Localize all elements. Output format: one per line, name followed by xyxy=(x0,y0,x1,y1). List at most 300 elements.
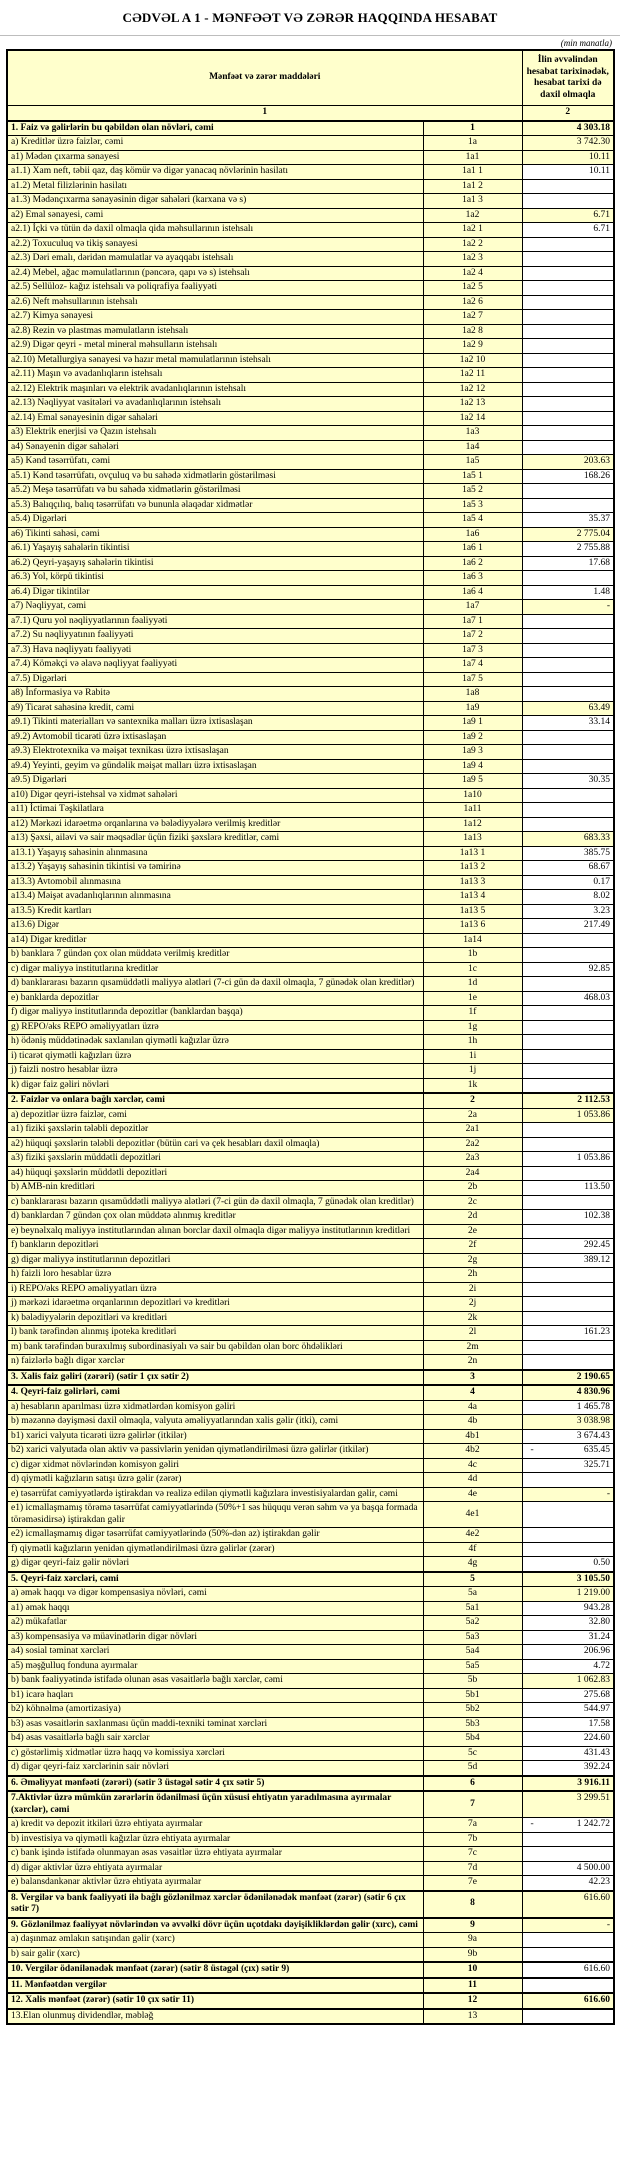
row-label: a2.12) Elektrik maşınları və elektrik avadanlıqlarının istehsalı xyxy=(7,382,423,397)
row-code: 1a9 2 xyxy=(423,730,522,745)
row-code: 1a2 14 xyxy=(423,411,522,426)
row-value: 4 303.18 xyxy=(522,121,614,136)
row-label: a13.4) Məişət avadanlıqlarının alınmasına xyxy=(7,890,423,905)
row-label: a1.1) Xam neft, təbii qaz, daş kömür və digər yanacaq növlərinin hasilatı xyxy=(7,165,423,180)
row-label: g) digər qeyri-faiz gəlir növləri xyxy=(7,1557,423,1572)
row-value xyxy=(522,643,614,658)
row-value xyxy=(522,353,614,368)
row-value: 2 112.53 xyxy=(522,1093,614,1108)
row-value: 168.26 xyxy=(522,469,614,484)
row-label: a1.2) Metal filizlərinin hasilatı xyxy=(7,179,423,194)
row-code: 9a xyxy=(423,1933,522,1948)
row-value: 8.02 xyxy=(522,890,614,905)
row-code: 10 xyxy=(423,1962,522,1978)
row-label: a7.3) Hava nəqliyyatı fəaliyyəti xyxy=(7,643,423,658)
row-label: a6.2) Qeyri-yaşayış sahələrin tikintisi xyxy=(7,556,423,571)
row-code: 4b2 xyxy=(423,1444,522,1459)
table-header xyxy=(7,50,614,121)
row-code: 1a6 4 xyxy=(423,585,522,600)
row-code: 4b1 xyxy=(423,1429,522,1444)
row-label: 7.Aktivlər üzrə mümkün zərərlərin ödənilməsi üçün xüsusi ehtiyatın yaradılmasına ayırmalar (xərclər), cəmi xyxy=(7,1791,423,1818)
row-value xyxy=(522,672,614,687)
row-label: 1. Faiz və gəlirlərin bu qəbildən olan növləri, cəmi xyxy=(7,121,423,136)
row-value: 1 465.78 xyxy=(522,1400,614,1415)
row-value: 203.63 xyxy=(522,455,614,470)
row-value: 206.96 xyxy=(522,1645,614,1660)
row-code: 4e xyxy=(423,1487,522,1502)
row-value xyxy=(522,1166,614,1181)
row-code: 1a14 xyxy=(423,933,522,948)
row-value: 616.60 xyxy=(522,1993,614,2009)
table-row xyxy=(7,571,614,586)
row-value xyxy=(522,1224,614,1239)
table-row xyxy=(7,469,614,484)
row-code: 1h xyxy=(423,1035,522,1050)
table-row xyxy=(7,1049,614,1064)
row-value xyxy=(522,1049,614,1064)
row-value: 6.71 xyxy=(522,223,614,238)
row-label: e) banklarda depozitlər xyxy=(7,991,423,1006)
row-code: 4b xyxy=(423,1415,522,1430)
row-value: 544.97 xyxy=(522,1703,614,1718)
table-row xyxy=(7,237,614,252)
row-code: 5a2 xyxy=(423,1616,522,1631)
row-label: c) banklararası bazarın qısamüddətli maliyyə alətləri (7-ci gün də daxil olmaqla, 7 günədək olan kreditlər) xyxy=(7,1195,423,1210)
row-label: b) AMB-nin kreditləri xyxy=(7,1181,423,1196)
row-code: 2m xyxy=(423,1340,522,1355)
row-code: 1a2 6 xyxy=(423,295,522,310)
row-code: 5a4 xyxy=(423,1645,522,1660)
row-value: 42.23 xyxy=(522,1876,614,1891)
row-code: 1a9 3 xyxy=(423,745,522,760)
row-value: 17.68 xyxy=(522,556,614,571)
row-code: 1a13 4 xyxy=(423,890,522,905)
row-code: 1g xyxy=(423,1020,522,1035)
table-row xyxy=(7,962,614,977)
row-value: 35.37 xyxy=(522,513,614,528)
row-label: a5.2) Meşə təsərrüfatı və bu sahədə xidmətlərin göstərilməsi xyxy=(7,484,423,499)
value-number: 635.45 xyxy=(583,1445,611,1455)
row-label: a3) kompensasiya və müavinətlərin digər növləri xyxy=(7,1630,423,1645)
row-code: 4e1 xyxy=(423,1502,522,1528)
table-row xyxy=(7,1370,614,1386)
table-row xyxy=(7,397,614,412)
row-code: 5b4 xyxy=(423,1732,522,1747)
row-label: d) banklararası bazarın qısamüddətli maliyyə alətləri (7-ci gün də daxil olmaqla, 7 günədək olan kreditlər) xyxy=(7,977,423,992)
table-row xyxy=(7,1861,614,1876)
table-row xyxy=(7,600,614,615)
row-label: 8. Vergilər və bank fəaliyyəti ilə bağlı gözlənilməz xərclər ödənilənədək mənfəət (zərər) (sətir 6 çıx sətir 7) xyxy=(7,1891,423,1918)
row-value xyxy=(522,2009,614,2025)
row-label: j) faizli nostro hesablar üzrə xyxy=(7,1064,423,1079)
table-row xyxy=(7,1385,614,1400)
row-code: 1a2 12 xyxy=(423,382,522,397)
table-row xyxy=(7,150,614,165)
row-value: 2 190.65 xyxy=(522,1370,614,1386)
table-row xyxy=(7,687,614,702)
row-label: e) təsərrüfat cəmiyyətlərdə iştirakdan və realizə edilən qiymətli kağızlara investisiyalardan gəlir, cəmi xyxy=(7,1487,423,1502)
row-label: a) depozitlər üzrə faizlər, cəmi xyxy=(7,1108,423,1123)
table-row xyxy=(7,1078,614,1093)
row-label: g) digər maliyyə institutlarının depozitləri xyxy=(7,1253,423,1268)
row-value: 683.33 xyxy=(522,832,614,847)
row-value xyxy=(522,1035,614,1050)
row-label: a13.6) Digər xyxy=(7,919,423,934)
row-code: 1i xyxy=(423,1049,522,1064)
table-row xyxy=(7,1355,614,1370)
table-row xyxy=(7,1776,614,1792)
table-row xyxy=(7,1282,614,1297)
row-value xyxy=(522,933,614,948)
row-value xyxy=(522,948,614,963)
row-label: b1) xarici valyuta ticarəti üzrə gəlirlər (itkilər) xyxy=(7,1429,423,1444)
row-code: 1a1 3 xyxy=(423,194,522,209)
row-code: 1a2 xyxy=(423,208,522,223)
row-value xyxy=(522,1473,614,1488)
row-code: 1a2 9 xyxy=(423,339,522,354)
row-code: 2i xyxy=(423,1282,522,1297)
row-code: 1a7 3 xyxy=(423,643,522,658)
row-code: 2 xyxy=(423,1093,522,1108)
row-code: 5d xyxy=(423,1761,522,1776)
row-value xyxy=(522,730,614,745)
table-row xyxy=(7,875,614,890)
row-code: 1a7 4 xyxy=(423,658,522,673)
row-label: a6) Tikinti sahəsi, cəmi xyxy=(7,527,423,542)
row-value xyxy=(522,1847,614,1862)
table-row xyxy=(7,281,614,296)
row-code: 1a7 xyxy=(423,600,522,615)
row-code: 5b3 xyxy=(423,1717,522,1732)
table-row xyxy=(7,556,614,571)
row-value: 3 299.51 xyxy=(522,1791,614,1818)
row-value: 217.49 xyxy=(522,919,614,934)
row-value xyxy=(522,266,614,281)
row-value: 2 775.04 xyxy=(522,527,614,542)
row-label: a2) hüquqi şəxslərin tələbli depozitlər (bütün cari və çek hesabları daxil olmaqla) xyxy=(7,1137,423,1152)
row-code: 4 xyxy=(423,1385,522,1400)
row-label: a2.2) Toxuculuq və tikiş sənayesi xyxy=(7,237,423,252)
table-row xyxy=(7,136,614,151)
row-value xyxy=(522,629,614,644)
row-value: 10.11 xyxy=(522,150,614,165)
page-title: CƏDVƏL A 1 - MƏNFƏƏT VƏ ZƏRƏR HAQQINDA HESABAT xyxy=(122,10,498,25)
row-label: 6. Əməliyyat mənfəəti (zərəri) (sətir 3 üstəgəl sətir 4 çıx sətir 5) xyxy=(7,1776,423,1792)
row-label: b4) əsas vəsaitlərlə bağlı sair xərclər xyxy=(7,1732,423,1747)
row-code: 1a5 1 xyxy=(423,469,522,484)
row-label: a14) Digər kreditlər xyxy=(7,933,423,948)
row-code: 4d xyxy=(423,1473,522,1488)
row-code: 1f xyxy=(423,1006,522,1021)
row-code: 4a xyxy=(423,1400,522,1415)
row-label: a2.9) Digər qeyri - metal mineral məhsulların istehsalı xyxy=(7,339,423,354)
table-row xyxy=(7,368,614,383)
row-value xyxy=(522,237,614,252)
row-code: 5a5 xyxy=(423,1659,522,1674)
table-row xyxy=(7,121,614,136)
row-value: 224.60 xyxy=(522,1732,614,1747)
row-value: 4.72 xyxy=(522,1659,614,1674)
row-code: 1a8 xyxy=(423,687,522,702)
table-row xyxy=(7,1847,614,1862)
row-value xyxy=(522,788,614,803)
table-row xyxy=(7,339,614,354)
row-code: 1 xyxy=(423,121,522,136)
row-label: a2.8) Rezin və plastmas məmulatların istehsalı xyxy=(7,324,423,339)
table-row xyxy=(7,1340,614,1355)
row-value xyxy=(522,1078,614,1093)
row-code: 1e xyxy=(423,991,522,1006)
table-row xyxy=(7,1429,614,1444)
row-value: 3 105.50 xyxy=(522,1572,614,1587)
row-label: a9.2) Avtomobil ticarəti üzrə ixtisaslaşan xyxy=(7,730,423,745)
row-label: a6.1) Yaşayış sahələrin tikintisi xyxy=(7,542,423,557)
row-value xyxy=(522,252,614,267)
row-label: a13.5) Kredit kartları xyxy=(7,904,423,919)
row-code: 2j xyxy=(423,1297,522,1312)
row-code: 5b1 xyxy=(423,1688,522,1703)
row-code: 2k xyxy=(423,1311,522,1326)
minus-sign: - xyxy=(530,1445,534,1455)
value-number: 1 242.72 xyxy=(576,1819,611,1829)
row-value xyxy=(522,295,614,310)
row-code: 1a1 xyxy=(423,150,522,165)
row-code: 1a13 3 xyxy=(423,875,522,890)
row-code: 4g xyxy=(423,1557,522,1572)
row-code: 1a9 xyxy=(423,701,522,716)
row-code: 7 xyxy=(423,1791,522,1818)
row-label: k) digər faiz gəliri növləri xyxy=(7,1078,423,1093)
row-label: l) bank tərəfindən alınmış ipoteka kreditləri xyxy=(7,1326,423,1341)
row-label: c) digər maliyyə institutlarına kreditlər xyxy=(7,962,423,977)
table-row xyxy=(7,803,614,818)
row-value xyxy=(522,339,614,354)
row-code: 5 xyxy=(423,1572,522,1587)
table-row xyxy=(7,1137,614,1152)
row-code: 1d xyxy=(423,977,522,992)
table-row xyxy=(7,498,614,513)
table-row xyxy=(7,933,614,948)
report-table-body xyxy=(7,121,614,2025)
row-code: 1k xyxy=(423,1078,522,1093)
row-label: c) bank işində istifadə olunmayan əsas vəsaitlər üzrə ehtiyata ayırmalar xyxy=(7,1847,423,1862)
row-code: 3 xyxy=(423,1370,522,1386)
row-label: a9.4) Yeyinti, geyim və gündəlik məişət malları üzrə ixtisaslaşan xyxy=(7,759,423,774)
row-code: 1a5 xyxy=(423,455,522,470)
row-label: i) ticarət qiymətli kağızları üzrə xyxy=(7,1049,423,1064)
table-row xyxy=(7,1415,614,1430)
table-row xyxy=(7,1542,614,1557)
row-value: 3 916.11 xyxy=(522,1776,614,1792)
row-value xyxy=(522,1528,614,1543)
table-row xyxy=(7,846,614,861)
table-row xyxy=(7,1123,614,1138)
row-value: 32.80 xyxy=(522,1616,614,1631)
table-row xyxy=(7,1659,614,1674)
row-code: 1a9 5 xyxy=(423,774,522,789)
row-label: a5.4) Digərləri xyxy=(7,513,423,528)
row-value xyxy=(522,484,614,499)
table-row xyxy=(7,266,614,281)
row-code: 5b2 xyxy=(423,1703,522,1718)
row-code: 1a2 2 xyxy=(423,237,522,252)
row-label: a2.7) Kimya sənayesi xyxy=(7,310,423,325)
row-code: 2a2 xyxy=(423,1137,522,1152)
row-value xyxy=(522,745,614,760)
row-value: - xyxy=(522,1487,614,1502)
row-value: 0.17 xyxy=(522,875,614,890)
row-label: a2.5) Sellüloz- kağız istehsalı və poliqrafiya fəaliyyəti xyxy=(7,281,423,296)
row-label: a6.4) Digər tikintilər xyxy=(7,585,423,600)
row-label: b2) köhnəlmə (amortizasiya) xyxy=(7,1703,423,1718)
row-value xyxy=(522,687,614,702)
row-value: 3.23 xyxy=(522,904,614,919)
row-label: k) bələdiyyələrin depozitləri və kreditləri xyxy=(7,1311,423,1326)
row-value xyxy=(522,382,614,397)
table-row xyxy=(7,1616,614,1631)
row-label: a) hesabların aparılması üzrə xidmətlərdən komisyon gəliri xyxy=(7,1400,423,1415)
table-row xyxy=(7,426,614,441)
row-value: 616.60 xyxy=(522,1962,614,1978)
row-code: 1a5 3 xyxy=(423,498,522,513)
row-value xyxy=(522,817,614,832)
row-label: a7.1) Quru yol nəqliyyatlarının fəaliyyəti xyxy=(7,614,423,629)
table-row xyxy=(7,774,614,789)
row-code: 1j xyxy=(423,1064,522,1079)
table-row xyxy=(7,1326,614,1341)
row-code: 2a1 xyxy=(423,1123,522,1138)
row-label: f) digər maliyyə institutlarında depozitlər (banklardan başqa) xyxy=(7,1006,423,1021)
row-value: 389.12 xyxy=(522,1253,614,1268)
table-row xyxy=(7,295,614,310)
table-row xyxy=(7,1717,614,1732)
row-value: 385.75 xyxy=(522,846,614,861)
row-value xyxy=(522,498,614,513)
table-row xyxy=(7,1933,614,1948)
row-code: 1a5 4 xyxy=(423,513,522,528)
row-label: a13.2) Yaşayış sahəsinin tikintisi və təmirinə xyxy=(7,861,423,876)
row-code: 1a xyxy=(423,136,522,151)
table-row xyxy=(7,716,614,731)
row-label: a2.10) Metallurgiya sənayesi və hazır metal məmulatlarının istehsalı xyxy=(7,353,423,368)
row-value xyxy=(522,614,614,629)
table-row xyxy=(7,1268,614,1283)
row-code: 1a2 5 xyxy=(423,281,522,296)
table-row xyxy=(7,1761,614,1776)
table-row xyxy=(7,513,614,528)
row-code: 1a13 2 xyxy=(423,861,522,876)
row-value: 392.24 xyxy=(522,1761,614,1776)
row-value: 1 062.83 xyxy=(522,1674,614,1689)
table-row xyxy=(7,701,614,716)
row-code: 1a12 xyxy=(423,817,522,832)
row-label: c) göstərlimiş xidmətlər üzrə haqq və komissiya xərcləri xyxy=(7,1746,423,1761)
row-code: 2d xyxy=(423,1210,522,1225)
table-row xyxy=(7,1195,614,1210)
row-label: e) balansdankənar aktivlər üzrə ehtiyata ayırmalar xyxy=(7,1876,423,1891)
row-code: 1a2 4 xyxy=(423,266,522,281)
table-row xyxy=(7,1064,614,1079)
row-value: 31.24 xyxy=(522,1630,614,1645)
row-value xyxy=(522,281,614,296)
row-code: 7c xyxy=(423,1847,522,1862)
table-row xyxy=(7,1876,614,1891)
row-value xyxy=(522,1195,614,1210)
row-value: 943.28 xyxy=(522,1601,614,1616)
table-row xyxy=(7,1962,614,1978)
row-code: 7d xyxy=(423,1861,522,1876)
row-value xyxy=(522,1137,614,1152)
table-row xyxy=(7,1918,614,1933)
row-code: 1a2 13 xyxy=(423,397,522,412)
row-value: 468.03 xyxy=(522,991,614,1006)
table-row xyxy=(7,1557,614,1572)
table-row xyxy=(7,904,614,919)
row-code: 7b xyxy=(423,1832,522,1847)
row-value xyxy=(522,1502,614,1528)
row-label: m) bank tərəfindən buraxılmış subordinasiyalı və sair bu qəbildən olan borc öhdəlikləri xyxy=(7,1340,423,1355)
row-label: b) banklara 7 gündən çox olan müddətə verilmiş kreditlər xyxy=(7,948,423,963)
table-row xyxy=(7,1688,614,1703)
row-label: 11. Mənfəətdən vergilər xyxy=(7,1978,423,1994)
row-label: a4) sosial təminat xərcləri xyxy=(7,1645,423,1660)
table-row xyxy=(7,179,614,194)
table-row xyxy=(7,208,614,223)
row-label: b) bank fəaliyyətində istifadə olunan əsas vəsaitlərlə bağlı xərclər, cəmi xyxy=(7,1674,423,1689)
row-label: a2.11) Maşın və avadanlıqların istehsalı xyxy=(7,368,423,383)
table-row xyxy=(7,1093,614,1108)
row-code: 5c xyxy=(423,1746,522,1761)
row-label: b) investisiya və qiymətli kağızlar üzrə ehtiyata ayırmalar xyxy=(7,1832,423,1847)
table-row xyxy=(7,1487,614,1502)
row-label: a1) əmək haqqı xyxy=(7,1601,423,1616)
row-code: 1a6 2 xyxy=(423,556,522,571)
row-value xyxy=(522,1355,614,1370)
table-row xyxy=(7,919,614,934)
column-number-2: 2 xyxy=(522,106,614,121)
table-row xyxy=(7,585,614,600)
row-label: 12. Xalis mənfəət (zərər) (sətir 10 çıx sətir 11) xyxy=(7,1993,423,2009)
row-label: d) banklardan 7 gündən çox olan müddətə alınmış kreditlər xyxy=(7,1210,423,1225)
row-label: e2) icmallaşmamış digər təsərrüfat cəmiyyətlərində (50%-dən az) iştirakdan gəlir xyxy=(7,1528,423,1543)
table-row xyxy=(7,1502,614,1528)
row-label: a13.3) Avtomobil alınmasına xyxy=(7,875,423,890)
row-value xyxy=(522,759,614,774)
row-value xyxy=(522,397,614,412)
row-label: e) beynəlxalq maliyyə institutlarından alınan borclar daxil olmaqla digər maliyyə institutlarının kreditləri xyxy=(7,1224,423,1239)
row-label: 2. Faizlər və onlara bağlı xərclər, cəmi xyxy=(7,1093,423,1108)
row-label: a2.13) Nəqliyyat vasitələri və avadanlıqlarının istehsalı xyxy=(7,397,423,412)
table-row xyxy=(7,1444,614,1459)
row-code: 1a6 3 xyxy=(423,571,522,586)
row-label: a) əmək haqqı və digər kompensasiya növləri, cəmi xyxy=(7,1587,423,1602)
row-code: 6 xyxy=(423,1776,522,1792)
row-value xyxy=(522,1444,614,1459)
table-row xyxy=(7,658,614,673)
row-value xyxy=(522,571,614,586)
row-label: a13) Şəxsi, ailəvi və sair məqsədlər üçün fiziki şəxslərə kreditlər, cəmi xyxy=(7,832,423,847)
minus-sign: - xyxy=(530,1819,534,1829)
row-code: 1a13 1 xyxy=(423,846,522,861)
row-value: 275.68 xyxy=(522,1688,614,1703)
header-items-column: Mənfəət və zərər maddələri xyxy=(7,50,522,106)
row-code: 11 xyxy=(423,1978,522,1994)
row-value xyxy=(522,1832,614,1847)
row-value xyxy=(522,1064,614,1079)
table-row xyxy=(7,991,614,1006)
table-row xyxy=(7,411,614,426)
row-code: 1a2 7 xyxy=(423,310,522,325)
